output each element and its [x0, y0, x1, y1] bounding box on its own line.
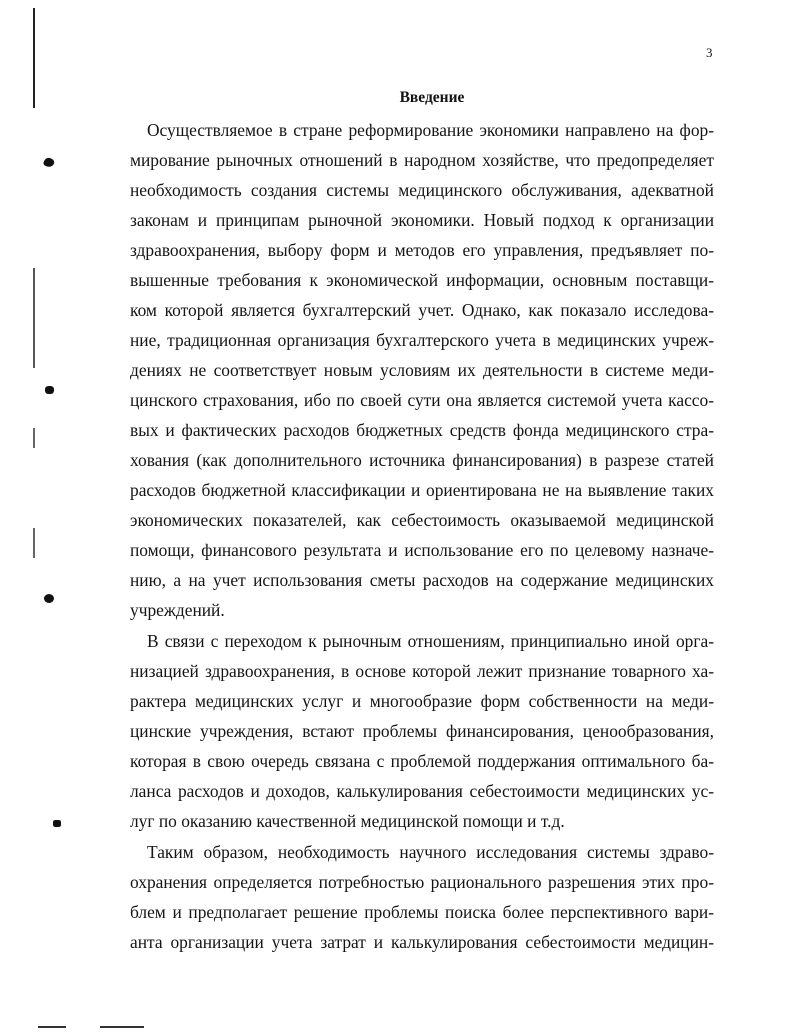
text-line: дениях не соответствует новым условиям их деятельности в системе меди- [130, 360, 714, 380]
text-line: вышенные требования к экономической информации, основным поставщи- [130, 270, 714, 290]
page-title: Введение [399, 89, 465, 106]
text-line: блем и предполагает решение проблемы поиска более перспективного вари- [130, 902, 714, 922]
text-line: ние, традиционная организация бухгалтерского учета в медицинских учреж- [130, 330, 714, 350]
scan-edge-artifact [33, 8, 35, 1028]
page-number: 3 [706, 45, 713, 60]
text-line: охранения определяется потребностью рационального разрешения этих про- [130, 872, 714, 892]
text-line: мирование рыночных отношений в народном хозяйстве, что предопределяет [130, 150, 714, 170]
text-line: учреждений. [130, 600, 225, 620]
text-line: расходов бюджетной классификации и ориентирована не на выявление таких [130, 480, 714, 500]
scan-blot [44, 594, 54, 603]
text-line: необходимость создания системы медицинского обслуживания, адекватной [130, 180, 714, 200]
text-line: Осуществляемое в стране реформирование экономики направлено на фор- [147, 120, 714, 140]
scan-dash [100, 1026, 144, 1028]
text-line: низацией здравоохранения, в основе которой лежит признание товарного ха- [130, 661, 714, 681]
text-line: Таким образом, необходимость научного исследования системы здраво- [147, 842, 714, 862]
text-line: хования (как дополнительного источника финансирования) в разрезе статей [130, 450, 714, 470]
scan-blot [53, 820, 61, 827]
text-line: нию, а на учет использования сметы расходов на содержание медицинских [130, 570, 714, 590]
scan-blot [43, 156, 56, 168]
text-line: которая в свою очередь связана с проблемой поддержания оптимального ба- [130, 751, 714, 771]
text-line: помощи, финансового результата и использование его по целевому назначе- [130, 540, 714, 560]
text-line: рактера медицинских услуг и многообразие форм собственности на меди- [130, 691, 714, 711]
text-line: В связи с переходом к рыночным отношениям, принципиально иной орга- [147, 631, 714, 651]
scan-dash [38, 1026, 66, 1028]
text-line: цинские учреждения, встают проблемы финансирования, ценообразования, [130, 721, 714, 741]
text-line: ланса расходов и доходов, калькулирования себестоимости медицинских ус- [130, 781, 714, 801]
text-line: ком которой является бухгалтерский учет. Однако, как показало исследова- [130, 300, 714, 320]
text-line: луг по оказанию качественной медицинской помощи и т.д. [130, 811, 565, 831]
text-line: законам и принципам рыночной экономики. Новый подход к организации [130, 210, 714, 230]
text-line: экономических показателей, как себестоимость оказываемой медицинской [130, 510, 714, 530]
scan-blot [45, 386, 54, 394]
text-line: здравоохранения, выбору форм и методов его управления, предъявляет по- [130, 240, 714, 260]
text-line: цинского страхования, ибо по своей сути она является системой учета кассо- [130, 390, 714, 410]
text-line: анта организации учета затрат и калькулирования себестоимости медицин- [130, 932, 714, 952]
text-line: вых и фактических расходов бюджетных средств фонда медицинского стра- [130, 420, 714, 440]
